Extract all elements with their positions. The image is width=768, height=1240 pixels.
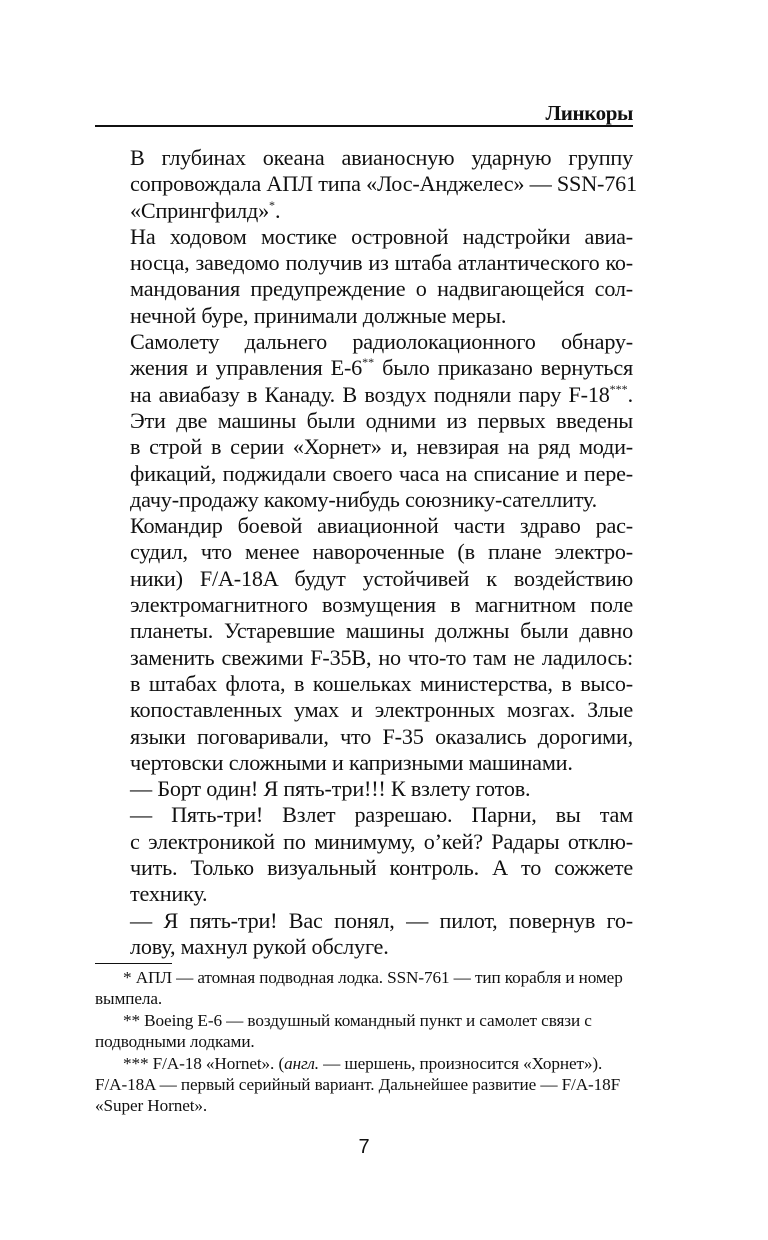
paragraph (95, 329, 633, 513)
footnote-emphasis: англ. (284, 1053, 319, 1073)
main-text (95, 145, 637, 960)
text-line: планеты. Устаревшие машины должны были давно (130, 618, 633, 644)
text-line: чертовски сложными и капризными машинами. (130, 749, 573, 775)
text-line: ники) F/A-18A будут устойчивей к воздействию (130, 565, 633, 591)
text-line (95, 355, 633, 381)
text-fragment: . (275, 197, 281, 223)
header-rule (95, 125, 633, 127)
dialogue-paragraph (95, 776, 633, 802)
text-fragment: жения и управления Е-6 (130, 355, 363, 381)
footnote-ref: ** (362, 355, 375, 370)
text-line: Командир боевой авиационной части здраво рас- (130, 513, 633, 539)
footnote-ref: * (269, 197, 276, 212)
paragraph (95, 224, 633, 329)
text-line: — Борт один! Я пять-три!!! К взлету готов. (130, 776, 531, 802)
footnotes (95, 967, 633, 1117)
text-line: судил, что менее навороченные (в плане электро- (130, 539, 633, 565)
text-line: в строй в серии «Хорнет» и, невзирая на ряд моди- (130, 434, 633, 460)
text-line: языки поговаривали, что F-35 оказались дорогими, (130, 723, 633, 749)
text-line: лову, махнул рукой обслуге. (130, 933, 389, 959)
text-line: — Я пять-три! Вас понял, — пилот, повернув го- (130, 907, 633, 933)
text-line: заменить свежими F-35B, но что-то там не ладилось: (130, 644, 633, 670)
text-fragment: на авиабазу в Канаду. В воздух подняли пару F-18 (130, 381, 610, 407)
dialogue-paragraph (95, 908, 633, 961)
text-line: Самолету дальнего радиолокационного обнару- (130, 329, 633, 355)
text-line: в штабах флота, в кошельках министерства, в высо- (130, 670, 633, 696)
text-fragment: . (627, 381, 633, 407)
text-line: дачу-продажу какому-нибудь союзнику-сателлиту. (130, 486, 597, 512)
text-fragment: «Спрингфилд» (130, 197, 270, 223)
text-line (95, 382, 633, 408)
paragraph (95, 145, 637, 224)
text-line: носца, заведомо получив из штаба атлантического ко- (130, 250, 633, 276)
text-line: Эти две машины были одними из первых введены (130, 407, 633, 433)
page-number: 7 (358, 1136, 370, 1158)
text-line: фикаций, поджидали своего часа на списание и пере- (130, 460, 633, 486)
text-line: — Пять-три! Взлет разрешаю. Парни, вы там (130, 802, 633, 828)
text-line: электромагнитного возмущения в магнитном поле (130, 592, 633, 618)
text-line: мандования предупреждение о надвигающейся сол- (130, 276, 633, 302)
text-line: копоставленных умах и электронных мозгах. Злые (130, 697, 633, 723)
text-line (95, 198, 633, 224)
footnote: ** Boeing E-6 — воздушный командный пункт и самолет связи с подводными лодками. (95, 1010, 592, 1052)
footnote-ref: *** (609, 381, 628, 396)
text-line: В глубинах океана авианосную ударную группу (130, 145, 633, 170)
text-line: технику. (130, 881, 208, 907)
text-line: На ходовом мостике островной надстройки авиа- (130, 223, 633, 249)
text-fragment: было приказано вернуться (374, 355, 633, 381)
footnote: * АПЛ — атомная подводная лодка. SSN-761 — тип корабля и номер вымпела. (95, 968, 623, 1009)
footnote (95, 1053, 633, 1117)
footnote-rule (95, 963, 172, 964)
text-line: с электроникой по минимуму, о’кей? Радары отклю- (130, 828, 633, 854)
text-line: чить. Только визуальный контроль. А то сожжете (130, 855, 633, 881)
paragraph (95, 513, 633, 776)
text-line: нечной буре, принимали должные меры. (130, 302, 507, 328)
text-line: сопровождала АПЛ типа «Лос-Анджелес» — SSN-761 (130, 171, 637, 197)
running-title: Линкоры (545, 101, 633, 125)
footnote-text: *** F/A-18 «Hornet». ( (123, 1053, 285, 1073)
dialogue-paragraph (95, 802, 633, 907)
footnote-text: — шершень, произносится «Хорнет»). F/A-18A — первый серийный вариант. Дальнейшее развитие — F/A-18F «Super Hornet». (95, 1053, 621, 1116)
